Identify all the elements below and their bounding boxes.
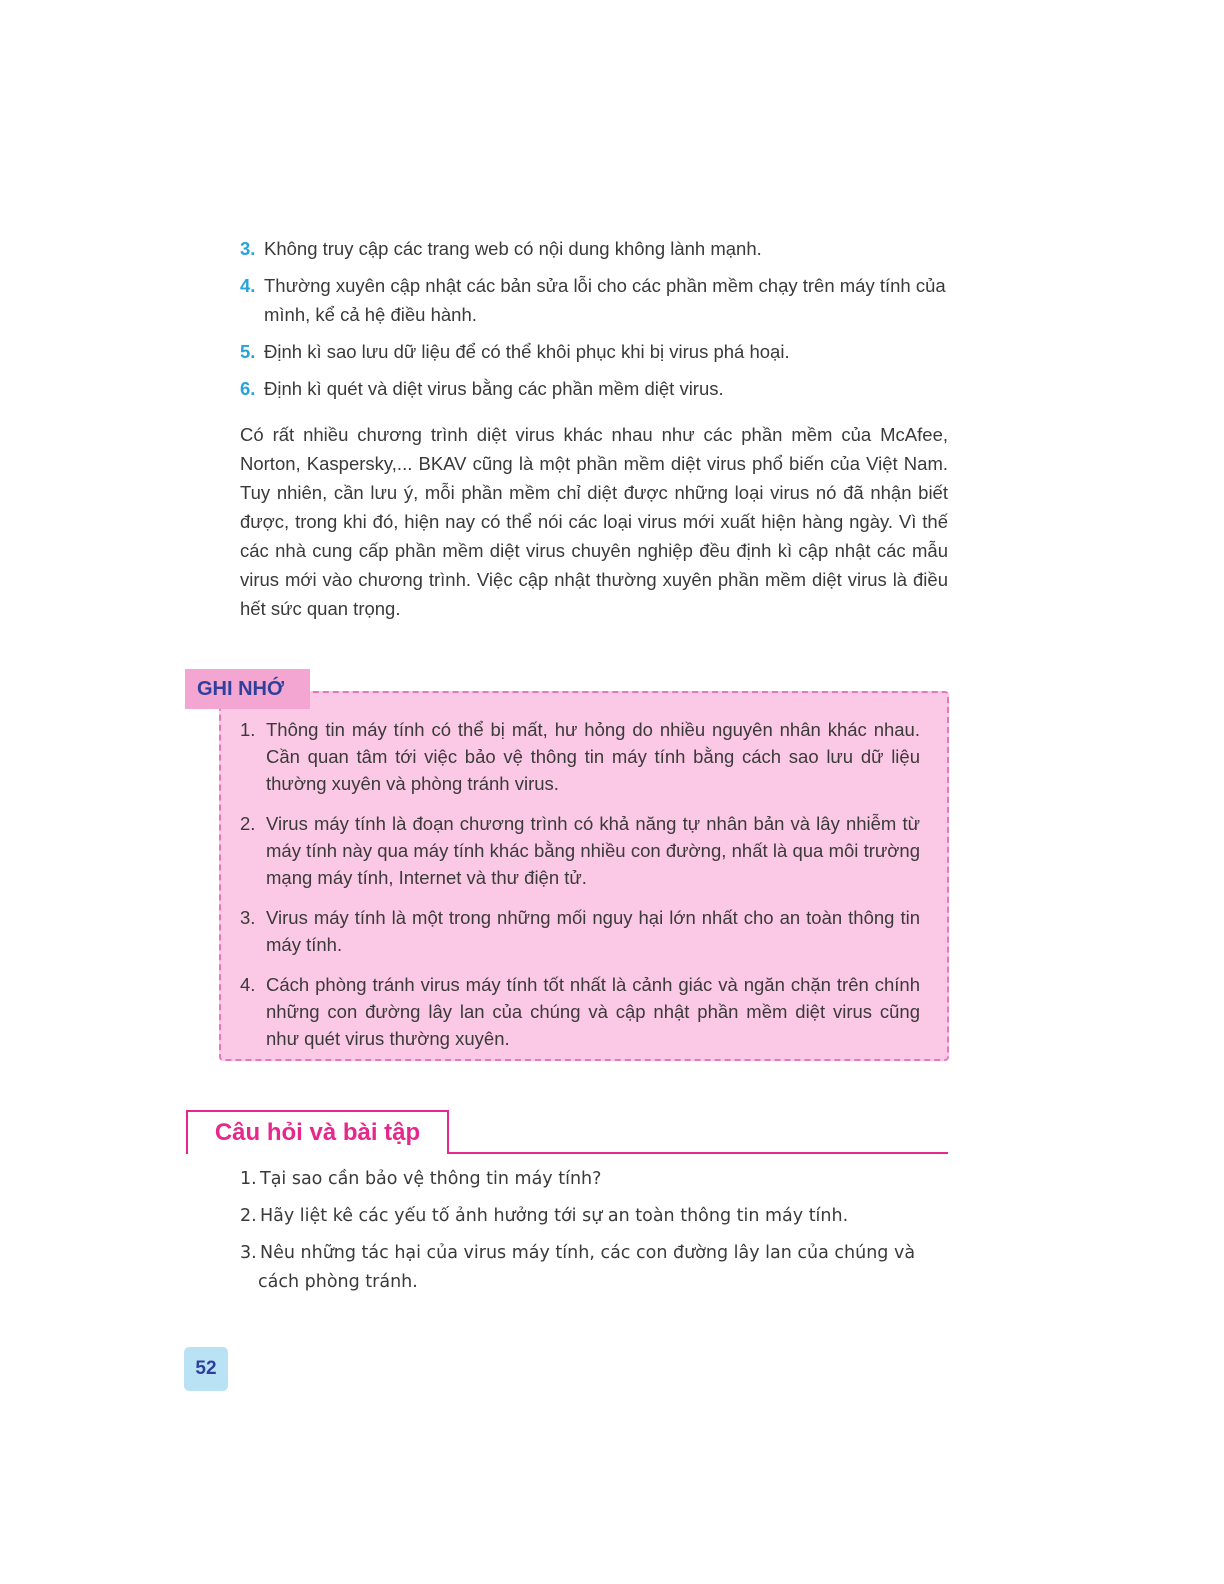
tips-list xyxy=(240,234,948,411)
item-number: 6. xyxy=(240,378,256,399)
page-number: 52 xyxy=(184,1347,228,1391)
item-text: Cách phòng tránh virus máy tính tốt nhất là cảnh giác và ngăn chặn trên chính những con đường lây lan của chúng và cập nhật phần mềm diệt virus cũng như quét virus thường xuyên. xyxy=(266,974,920,1049)
item-text: Thường xuyên cập nhật các bản sửa lỗi cho các phần mềm chạy trên máy tính của mình, kể cả hệ điều hành. xyxy=(264,275,946,325)
list-item xyxy=(240,1239,948,1297)
item-text: Virus máy tính là một trong những mối nguy hại lớn nhất cho an toàn thông tin máy tính. xyxy=(266,907,920,955)
item-number: 2. xyxy=(240,1206,257,1226)
list-item xyxy=(240,716,920,797)
item-number: 1. xyxy=(240,1169,257,1189)
item-text: Nêu những tác hại của virus máy tính, các con đường lây lan của chúng và cách phòng tránh. xyxy=(258,1243,916,1292)
item-number: 2. xyxy=(240,813,256,834)
item-number: 3. xyxy=(240,1243,257,1263)
note-title: GHI NHỚ xyxy=(185,669,310,709)
item-text: Định kì sao lưu dữ liệu để có thể khôi phục khi bị virus phá hoại. xyxy=(264,341,790,362)
list-item xyxy=(240,337,948,366)
item-number: 3. xyxy=(240,907,256,928)
section-title: Câu hỏi và bài tập xyxy=(186,1110,449,1154)
questions-list xyxy=(240,1165,948,1305)
item-number: 3. xyxy=(240,238,256,259)
list-item xyxy=(240,374,948,403)
item-text: Virus máy tính là đoạn chương trình có khả năng tự nhân bản và lây nhiễm từ máy tính này qua máy tính khác bằng nhiều con đường, nhất là qua môi trường mạng máy tính, Internet và thư điện tử. xyxy=(266,813,920,888)
item-number: 4. xyxy=(240,275,256,296)
list-item xyxy=(240,971,920,1052)
list-item xyxy=(240,1202,948,1231)
list-item xyxy=(240,904,920,958)
item-text: Định kì quét và diệt virus bằng các phần mềm diệt virus. xyxy=(264,378,724,399)
item-text: Tại sao cần bảo vệ thông tin máy tính? xyxy=(260,1169,602,1189)
list-item xyxy=(240,1165,948,1194)
item-text: Không truy cập các trang web có nội dung không lành mạnh. xyxy=(264,238,762,259)
note-list xyxy=(240,716,920,1065)
body-paragraph: Có rất nhiều chương trình diệt virus khác nhau như các phần mềm của McAfee, Norton, Kaspersky,... BKAV cũng là một phần mềm diệt virus phổ biến của Việt Nam. Tuy nhiên, cần lưu ý, mỗi phần mềm chỉ diệt được những loại virus nó đã nhận biết được, trong khi đó, hiện nay có thể nói các loại virus mới xuất hiện hàng ngày. Vì thế các nhà cung cấp phần mềm diệt virus chuyên nghiệp đều định kì cập nhật các mẫu virus mới vào chương trình. Việc cập nhật thường xuyên phần mềm diệt virus là điều hết sức quan trọng. xyxy=(240,424,948,619)
item-number: 1. xyxy=(240,719,256,740)
item-number: 5. xyxy=(240,341,256,362)
item-text: Hãy liệt kê các yếu tố ảnh hưởng tới sự an toàn thông tin máy tính. xyxy=(260,1206,849,1226)
list-item xyxy=(240,810,920,891)
list-item xyxy=(240,234,948,263)
item-text: Thông tin máy tính có thể bị mất, hư hỏng do nhiều nguyên nhân khác nhau. Cần quan tâm tới việc bảo vệ thông tin máy tính bằng cách sao lưu dữ liệu thường xuyên và phòng tránh virus. xyxy=(266,719,920,794)
item-number: 4. xyxy=(240,974,256,995)
list-item xyxy=(240,271,948,329)
